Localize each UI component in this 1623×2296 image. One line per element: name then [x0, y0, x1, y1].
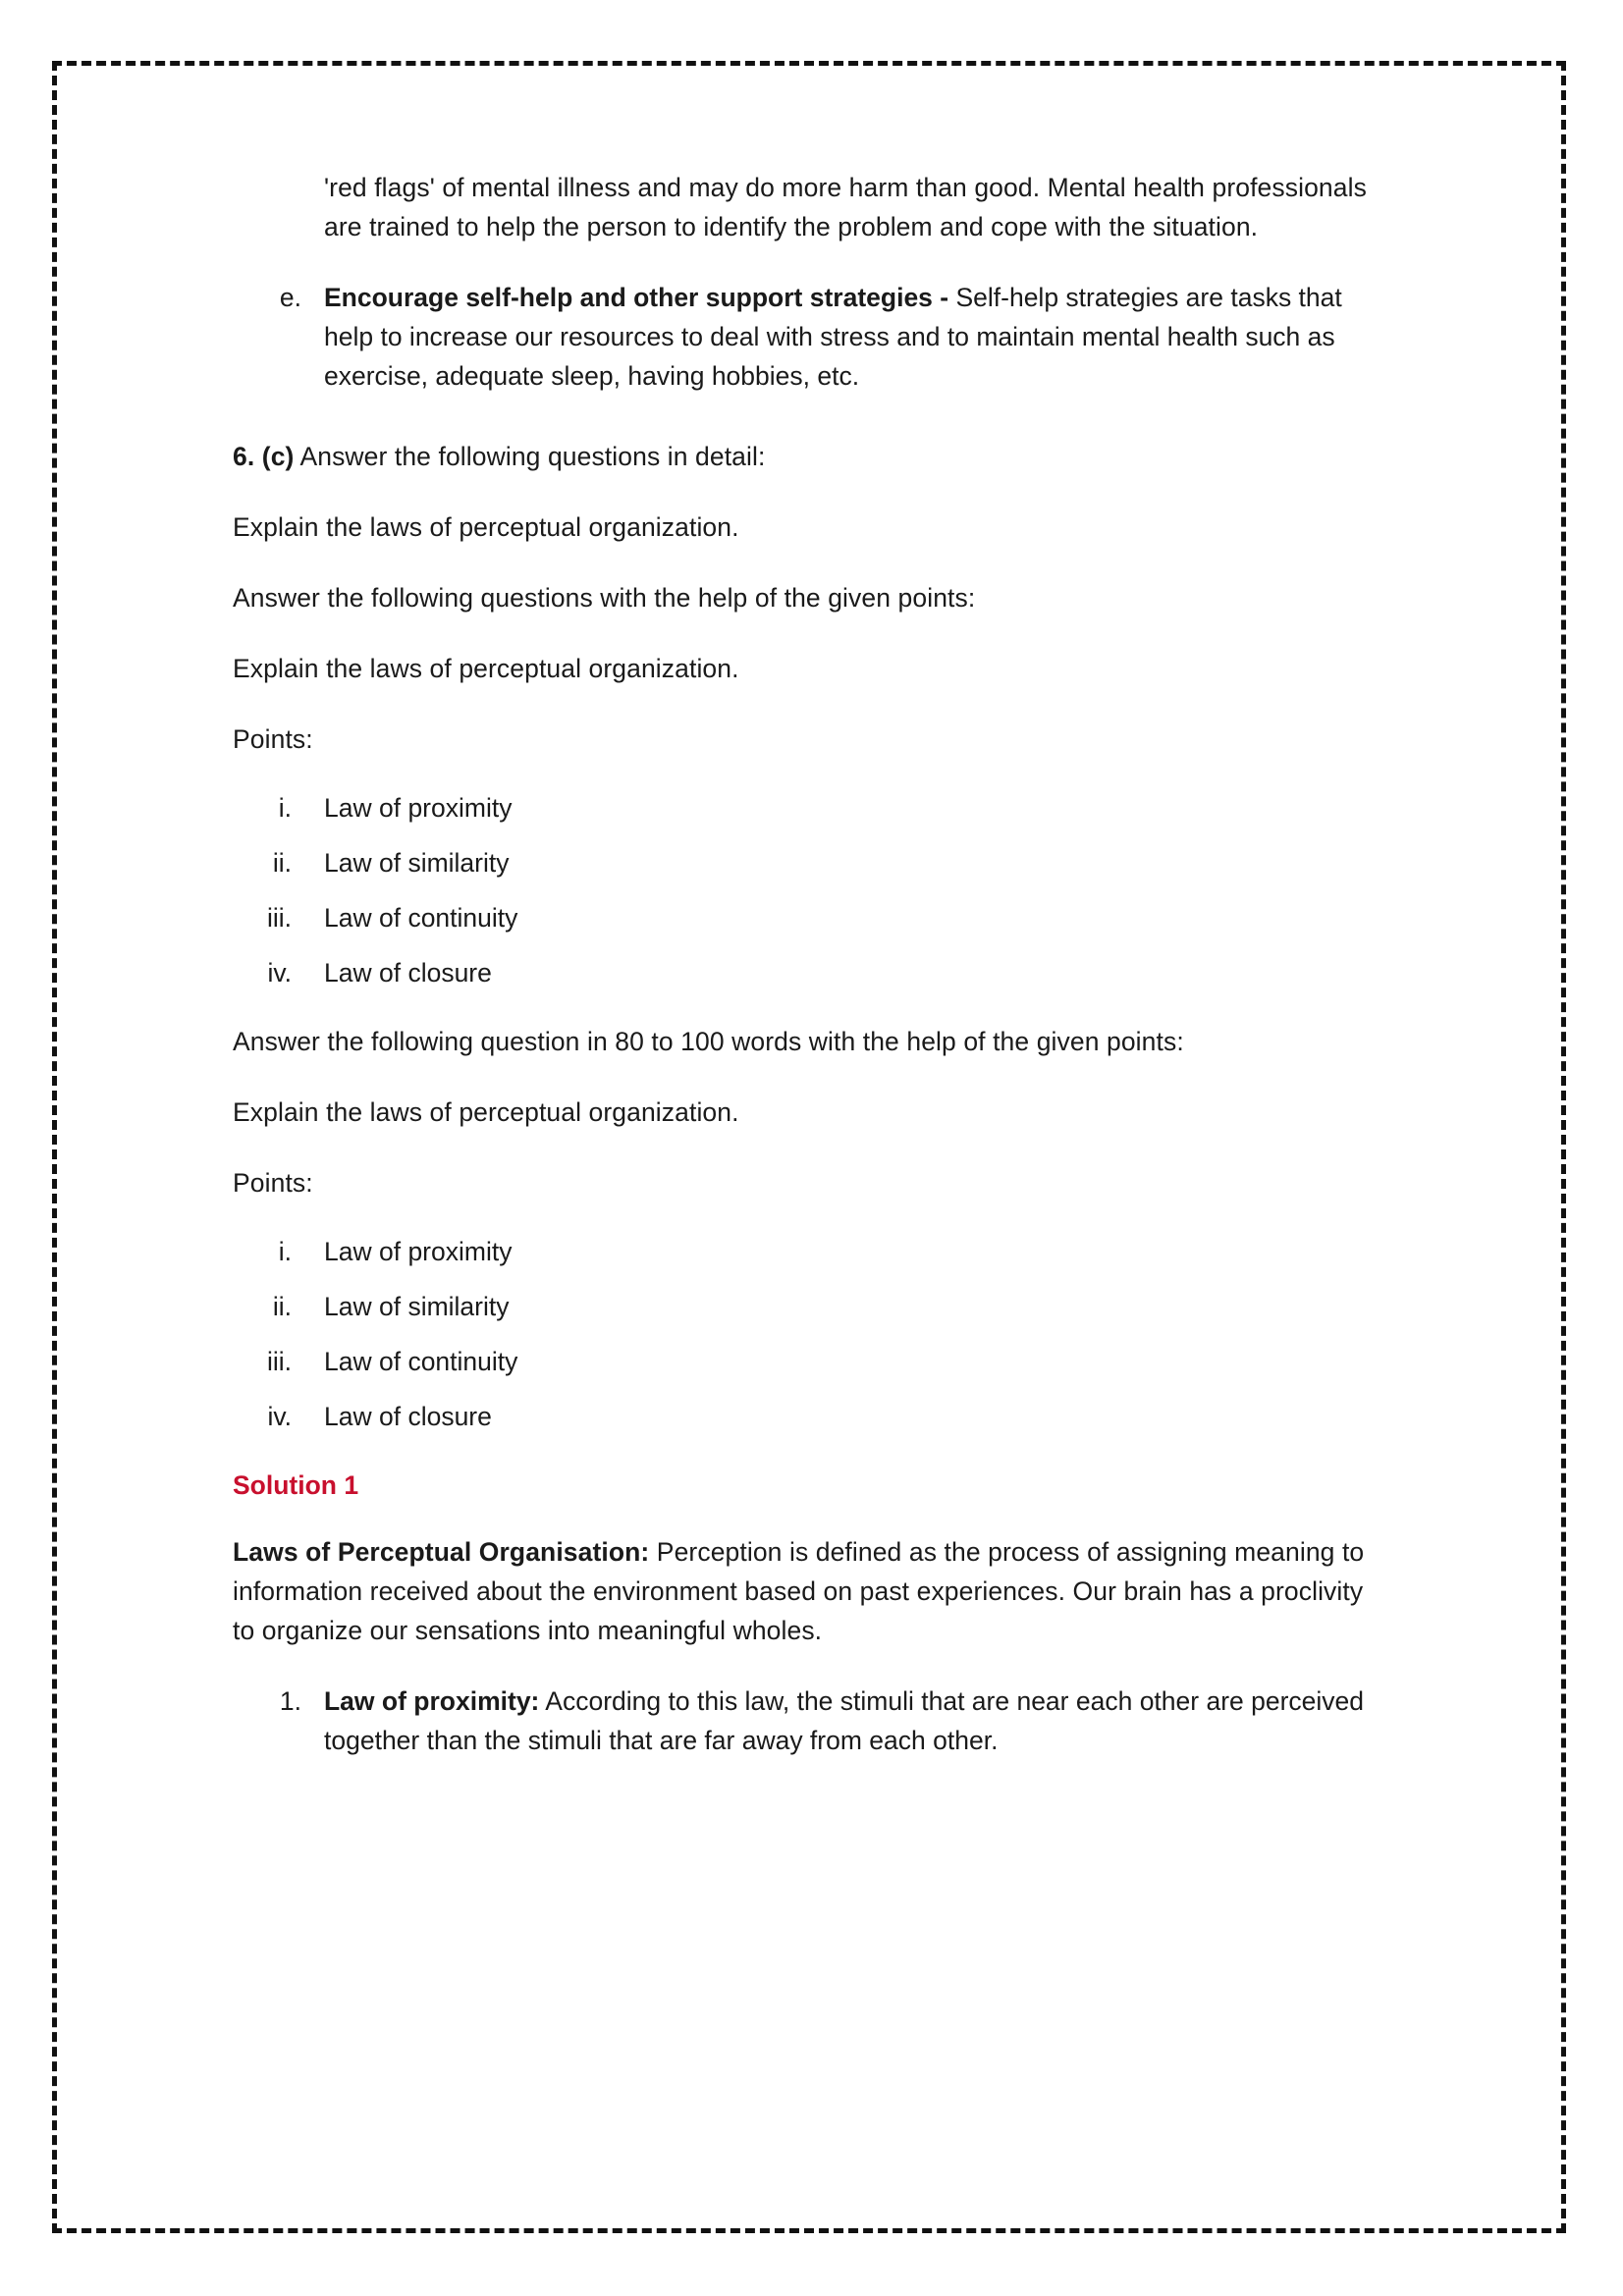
document-content: [233, 168, 1381, 1791]
roman-marker-ii: ii.: [272, 1292, 292, 1321]
question-heading-text: Answer the following questions in detail:: [294, 442, 766, 471]
lettered-item-rest: Self-help strategies are tasks that help to increase our resources to deal with stress and to maintain mental health such as exercise, adequate sleep, having hobbies, etc.: [324, 283, 1342, 391]
line-answer-with-points: Answer the following questions with the help of the given points:: [233, 583, 976, 613]
list-item: [233, 898, 1381, 945]
lettered-item-bold-lead: Encourage self-help and other support strategies -: [324, 283, 949, 312]
roman-marker-i: i.: [278, 1237, 292, 1266]
points-list-2: [233, 1232, 1381, 1444]
line-explain-laws-2: Explain the laws of perceptual organization.: [233, 654, 739, 683]
roman-label-iii: Law of continuity: [324, 903, 518, 933]
list-item: [233, 953, 1381, 1000]
roman-marker-iv: iv.: [267, 958, 292, 988]
solution-point-rest: According to this law, the stimuli that are near each other are perceived together than the stimuli that are far away from each other.: [324, 1686, 1365, 1755]
roman-label-iv: Law of closure: [324, 1402, 492, 1431]
list-item: [233, 1232, 1381, 1279]
lettered-item-text: [324, 283, 1342, 391]
solution-intro-bold-lead: Laws of Perceptual Organisation:: [233, 1537, 650, 1567]
roman-marker-iv: iv.: [267, 1402, 292, 1431]
line-answer-80-100-words: Answer the following question in 80 to 100 words with the help of the given points:: [233, 1027, 1184, 1056]
continuation-paragraph: 'red flags' of mental illness and may do more harm than good. Mental health professionals are trained to help the person to identify the problem and cope with the situation.: [324, 173, 1367, 241]
question-number: 6. (c): [233, 442, 295, 471]
solution-intro-paragraph: [233, 1532, 1381, 1650]
roman-label-i: Law of proximity: [324, 793, 513, 823]
roman-label-i: Law of proximity: [324, 1237, 513, 1266]
list-item: [233, 1397, 1381, 1444]
roman-label-iv: Law of closure: [324, 958, 492, 988]
list-marker-e: e.: [279, 283, 301, 312]
question-heading: [233, 437, 1381, 476]
dashed-page-border: [52, 61, 1566, 2233]
roman-marker-iii: iii.: [266, 1347, 292, 1376]
solution-point-1: [233, 1682, 1381, 1760]
points-list-1: [233, 788, 1381, 1000]
line-explain-laws-3: Explain the laws of perceptual organization.: [233, 1097, 739, 1127]
spacer: [233, 427, 1381, 437]
roman-label-ii: Law of similarity: [324, 848, 510, 878]
solution-point-text: [324, 1686, 1364, 1755]
line-explain-laws-1: Explain the laws of perceptual organization.: [233, 512, 739, 542]
points-label-1: Points:: [233, 724, 313, 754]
list-item: [233, 1287, 1381, 1334]
roman-marker-i: i.: [278, 793, 292, 823]
solution-point-bold-lead: Law of proximity:: [324, 1686, 540, 1716]
lettered-list-item-e: [233, 278, 1381, 396]
points-label-2: Points:: [233, 1168, 313, 1198]
solution-intro-rest: Perception is defined as the process of assigning meaning to information received about the environment based on past experiences. Our brain has a proclivity to organize our sensations into meaningful wholes.: [233, 1537, 1365, 1645]
list-item: [233, 843, 1381, 890]
roman-label-iii: Law of continuity: [324, 1347, 518, 1376]
solution-heading: Solution 1: [233, 1470, 359, 1500]
list-item: [233, 1342, 1381, 1389]
roman-marker-iii: iii.: [266, 903, 292, 933]
roman-label-ii: Law of similarity: [324, 1292, 510, 1321]
list-marker-1: 1.: [279, 1686, 301, 1716]
list-item: [233, 788, 1381, 835]
roman-marker-ii: ii.: [272, 848, 292, 878]
